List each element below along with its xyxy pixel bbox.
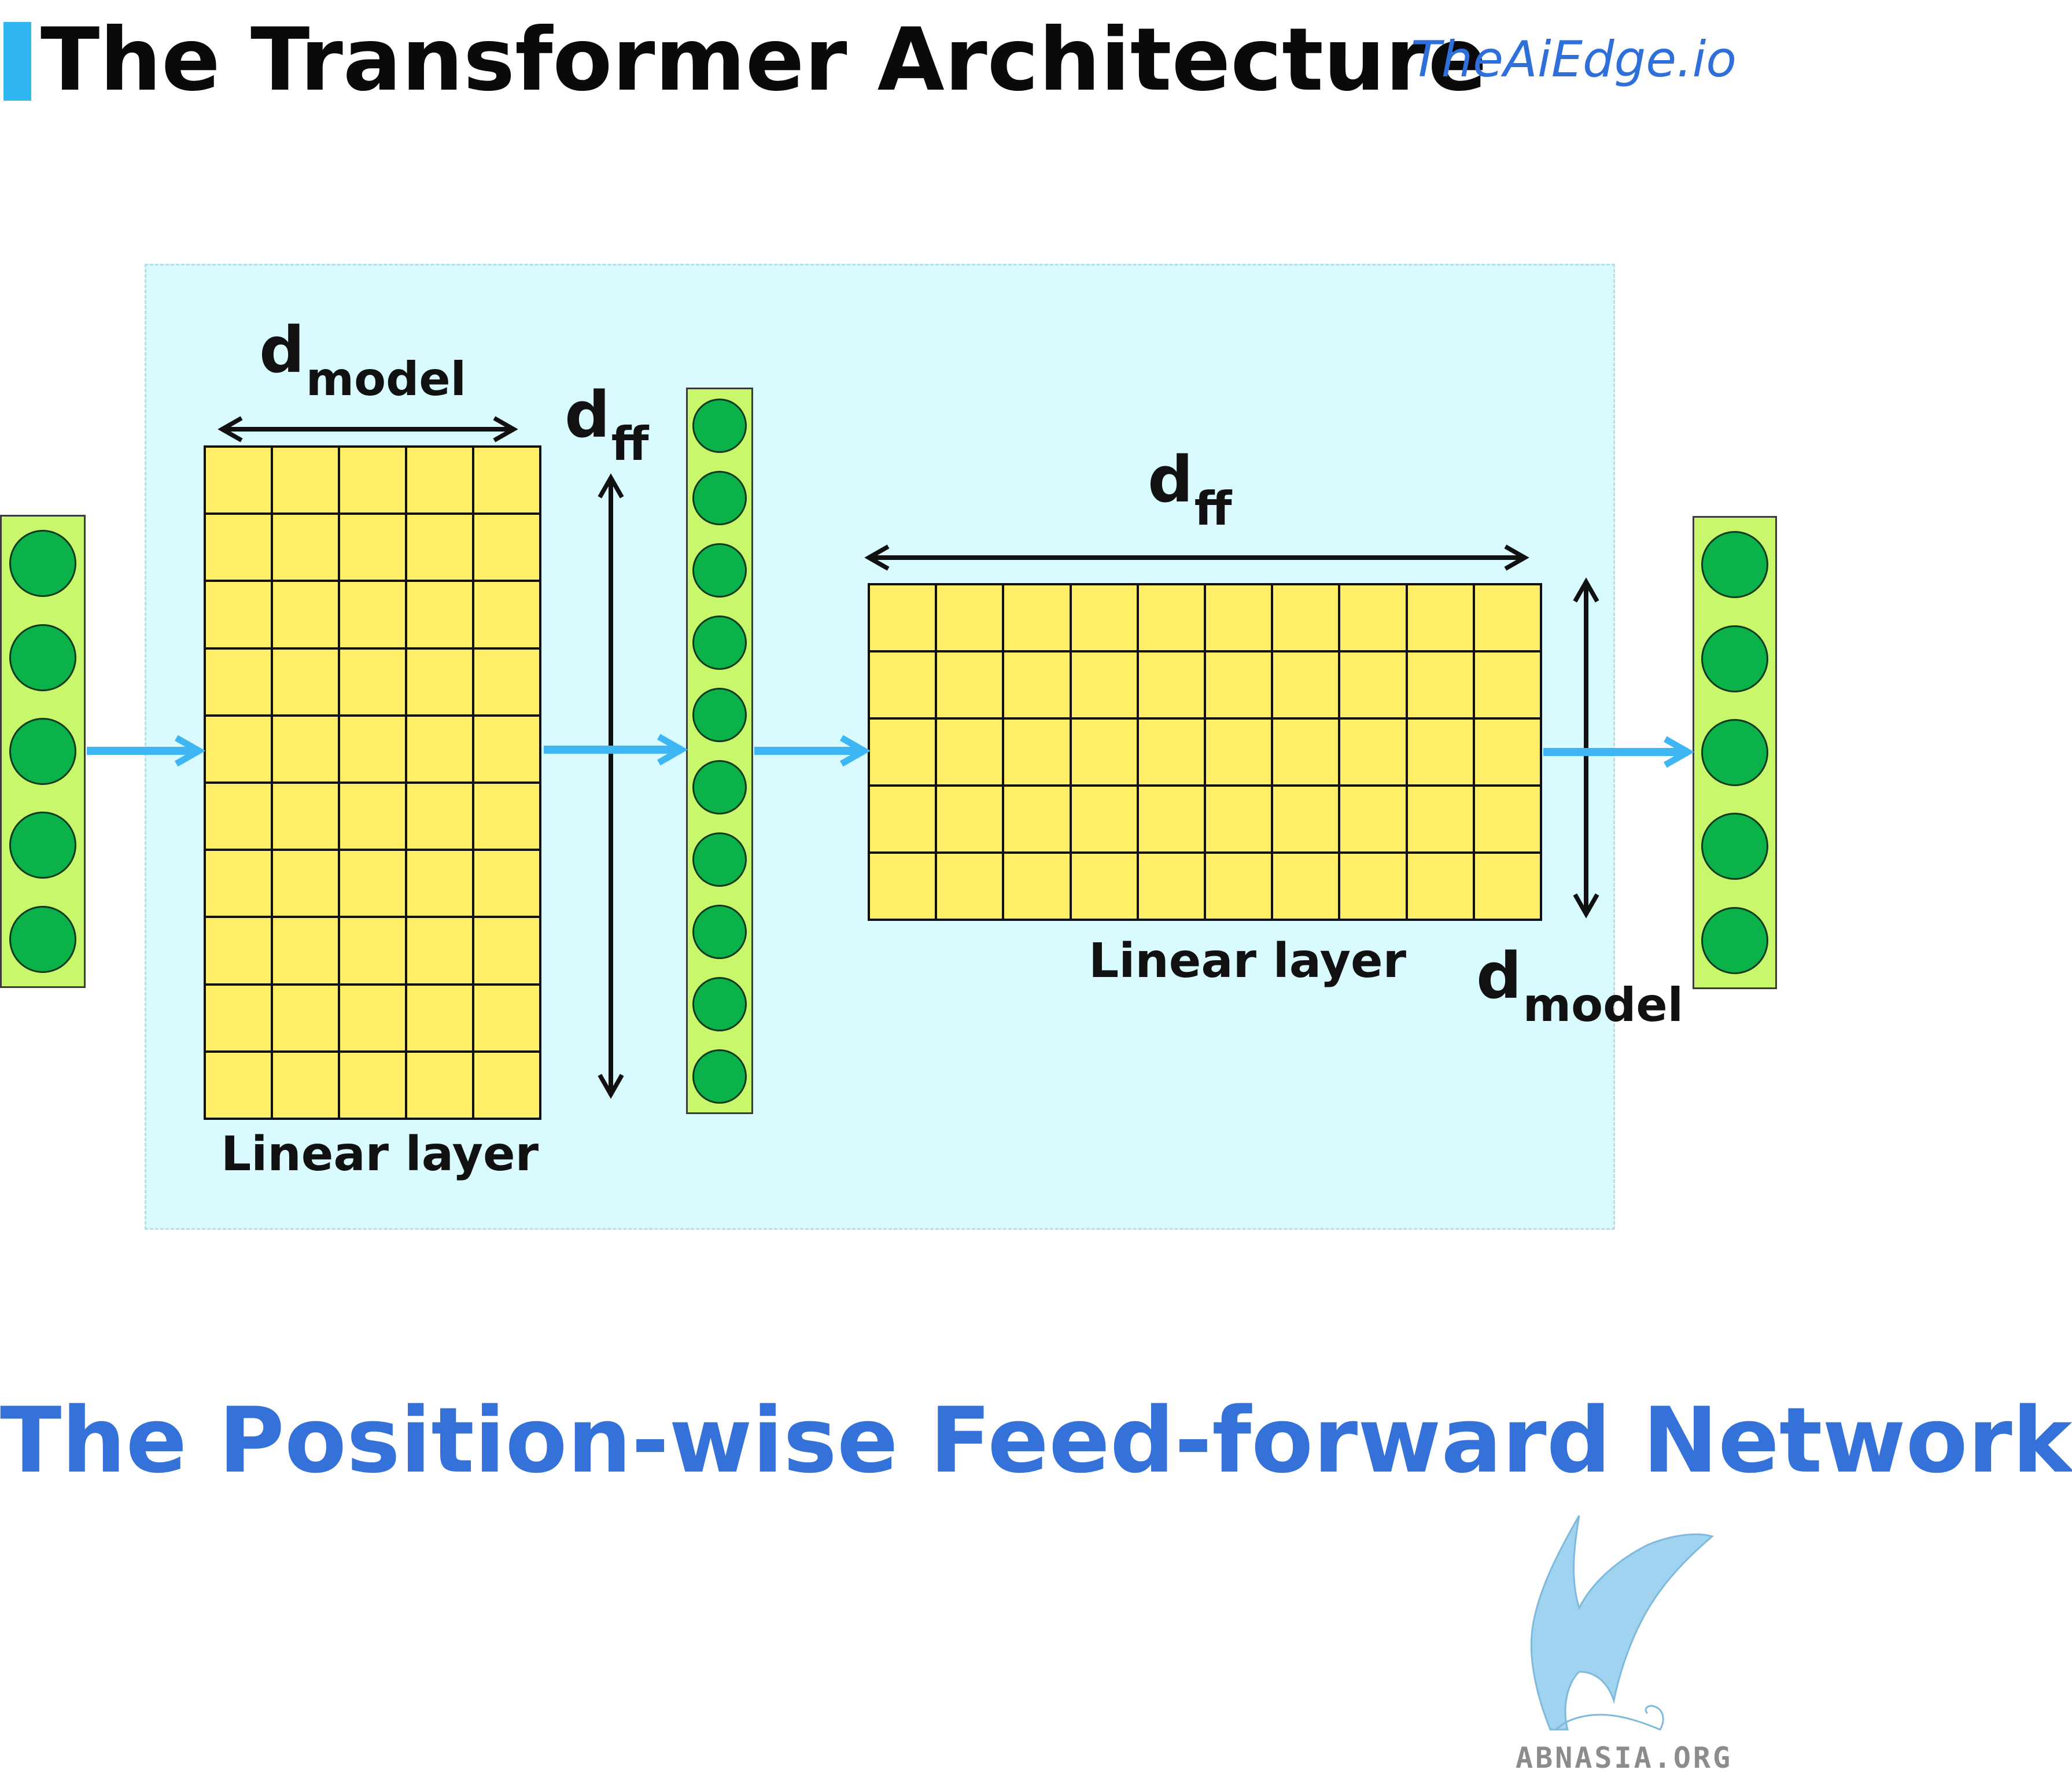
diagram-subtitle: The Position-wise Feed-forward Network bbox=[0, 1388, 2072, 1493]
dim-base: d bbox=[259, 313, 305, 387]
dim-subscript: model bbox=[1522, 978, 1684, 1032]
dim-base: d bbox=[565, 378, 610, 452]
layer1-label: Linear layer bbox=[221, 1127, 539, 1182]
layer2-width-dim-label bbox=[1148, 442, 1232, 536]
brand-link[interactable]: TheAiEdge.io bbox=[1411, 31, 1737, 89]
dim-base: d bbox=[1476, 939, 1522, 1013]
layer2-height-dim-label bbox=[1476, 938, 1684, 1032]
dim-subscript: ff bbox=[1194, 482, 1232, 536]
layer1-height-dim-label bbox=[565, 377, 649, 471]
layer1-width-dim-label bbox=[259, 312, 467, 406]
dim-subscript: ff bbox=[611, 417, 649, 471]
watermark-text: ABNASIA.ORG bbox=[1516, 1741, 1733, 1775]
dim-base: d bbox=[1148, 443, 1193, 517]
layer2-label: Linear layer bbox=[1089, 934, 1407, 989]
dim-subscript: model bbox=[305, 352, 467, 406]
griffin-logo-icon bbox=[1516, 1510, 1712, 1747]
page-title: The Transformer Architecture bbox=[40, 10, 1487, 110]
